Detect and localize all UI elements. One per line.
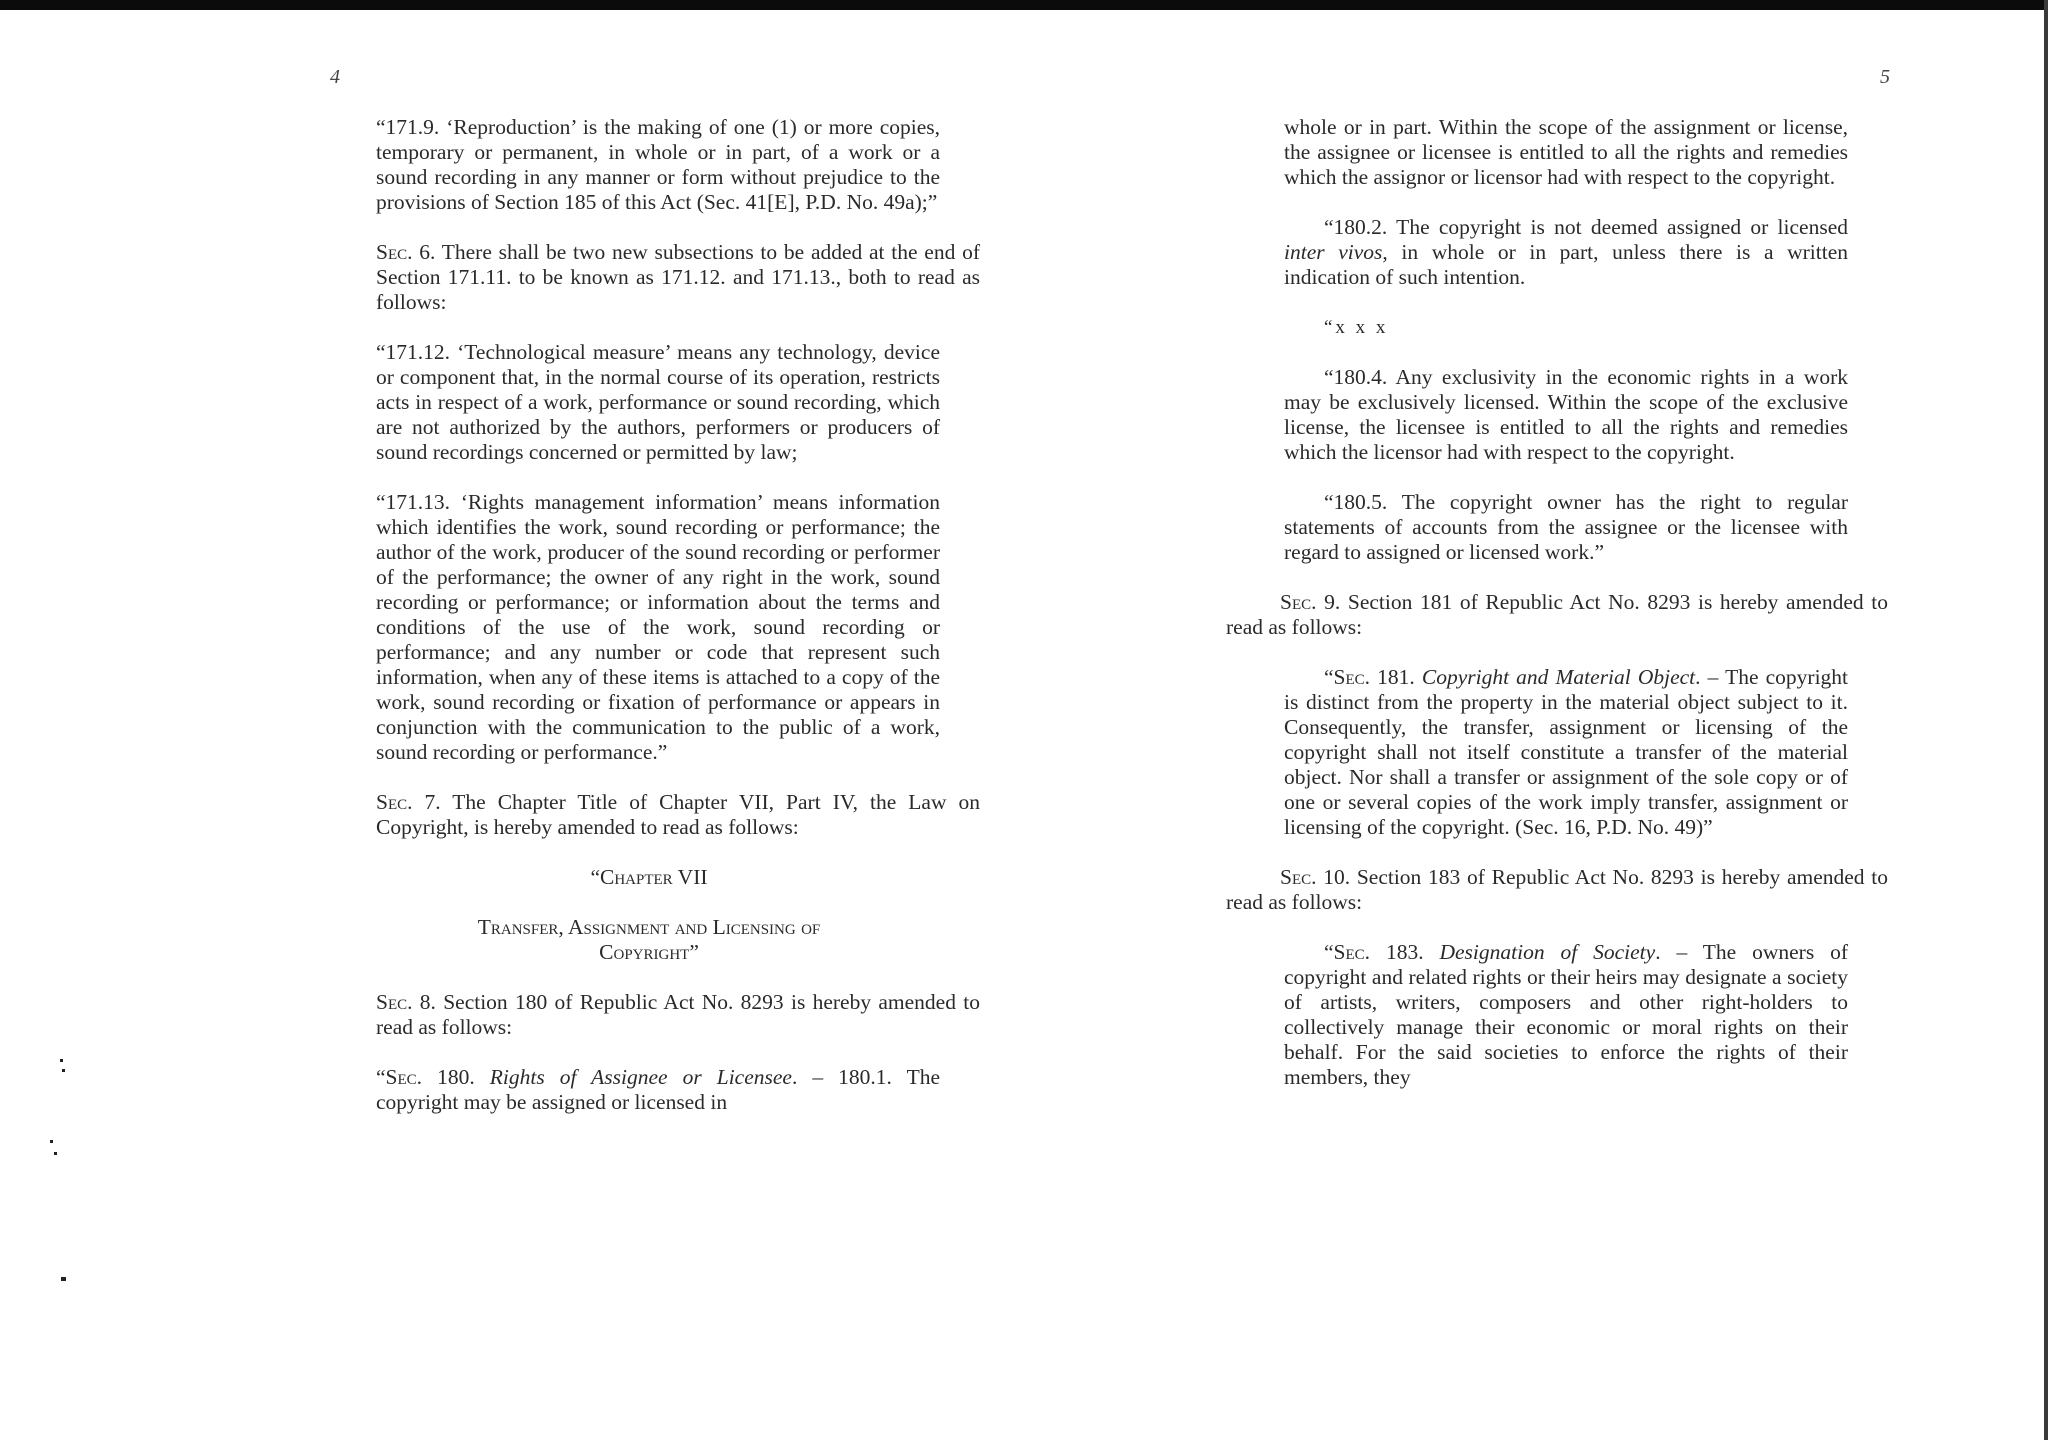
left-page-column (318, 115, 980, 1140)
section-label: Sec. (1333, 665, 1371, 689)
scan-right-border (2044, 0, 2048, 1440)
latin-phrase: inter vivos (1284, 240, 1383, 264)
open-quote: “ (1324, 665, 1334, 689)
chapter-title (318, 915, 980, 965)
section-number: 180. (422, 1065, 490, 1089)
section-180-1-continued (1226, 115, 1888, 190)
paragraph-text: 7. The Chapter Title of Chapter VII, Part IV, the Law on Copyright, is hereby amended to read as follows: (376, 790, 980, 839)
paragraph-text: “171.9. ‘Reproduction’ is the making of one (1) or more copies, temporary or permanent, in whole or in part, of a work or a sound recording in any manner or form without prejudice to the provisions of Section 185 of this Act (Sec. 41[E], P.D. No. 49a);” (376, 115, 940, 214)
section-number: 183. (1370, 940, 1440, 964)
subsection-180-5 (1226, 490, 1888, 565)
section-9-intro (1226, 590, 1888, 640)
section-title: Designation of Society (1439, 940, 1656, 964)
scan-speck (62, 1069, 65, 1072)
section-label: Sec. (376, 990, 413, 1014)
paragraph-text: whole or in part. Within the scope of the assignment or license, the assignee or licensee is entitled to all the rights and remedies which the assignor or licensor had with respect to the copyright. (1284, 115, 1848, 189)
paragraph-text: “171.12. ‘Technological measure’ means any technology, device or component that, in the normal course of its operation, restricts acts in respect of a work, performance or sound recording, which are not authorized by the authors, performers or producers of sound recordings concerned or permitted by law; (376, 340, 940, 464)
paragraph-text: 9. Section 181 of Republic Act No. 8293 is hereby amended to read as follows: (1226, 590, 1888, 639)
section-label: Sec. (385, 1065, 423, 1089)
paragraph-text: , in whole or in part, unless there is a written indication of such intention. (1284, 240, 1848, 289)
paragraph-text: 6. There shall be two new subsections to be added at the end of Section 171.11. to be known as 171.12. and 171.13., both to read as follows: (376, 240, 980, 314)
scan-speck (50, 1140, 53, 1143)
paragraph-text: . – The owners of copyright and related rights or their heirs may designate a society of artists, writers, composers and other right-holders to collectively manage their economic or moral rights on their behalf. For the said societies to enforce the rights of their members, they (1284, 940, 1848, 1089)
section-183 (1226, 940, 1888, 1090)
paragraph-text: “171.13. ‘Rights management information’ means information which identifies the work, sound recording or performance; the author of the work, producer of the sound recording or performer of the performance; the owner of any right in the work, sound recording or performance; or information about the terms and conditions of the use of the work, sound recording or performance; and any number or code that represent such information, when any of these items is attached to a copy of the work, sound recording or fixation of performance or appears in conjunction with the communication to the public of a work, sound recording or performance.” (376, 490, 940, 764)
right-page-column (1226, 115, 1888, 1115)
scan-top-border (0, 0, 2048, 10)
definition-171-12 (318, 340, 980, 465)
scan-speck (61, 1277, 66, 1281)
paragraph-text: 8. Section 180 of Republic Act No. 8293 is hereby amended to read as follows: (376, 990, 980, 1039)
section-label: Sec. (376, 790, 413, 814)
paragraph-text: “180.2. The copyright is not deemed assigned or licensed (1324, 215, 1848, 239)
section-label: Sec. (1280, 865, 1317, 889)
definition-171-13 (318, 490, 980, 765)
paragraph-text: “180.5. The copyright owner has the right to regular statements of accounts from the assignee or the licensee with regard to assigned or licensed work.” (1284, 490, 1848, 564)
section-label: Sec. (1280, 590, 1317, 614)
paragraph-text: . – The copyright is distinct from the property in the material object subject to it. Consequently, the transfer, assignment or licensing of the copyright shall not itself constitute a transfer of the material object. Nor shall a transfer or assignment of the sole copy or of one or several copies of the work imply transfer, assignment or licensing of the copyright. (Sec. 16, P.D. No. 49)” (1284, 665, 1849, 839)
scan-speck (54, 1152, 57, 1155)
section-label: Sec. (376, 240, 413, 264)
right-page-number: 5 (1880, 66, 1890, 88)
paragraph-text: . – 180.1. The copyright may be assigned or licensed in (376, 1065, 941, 1114)
ellipsis-marker: “x x x (1324, 317, 1389, 338)
left-page-number: 4 (330, 66, 340, 88)
paragraph-text: 10. Section 183 of Republic Act No. 8293 is hereby amended to read as follows: (1226, 865, 1888, 914)
section-181 (1226, 665, 1888, 840)
paragraph-text: “180.4. Any exclusivity in the economic rights in a work may be exclusively licensed. Within the scope of the exclusive license, the licensee is entitled to all the rights and remedies which the licensor had with respect to the copyright. (1284, 365, 1848, 464)
definition-171-9 (318, 115, 980, 215)
section-label: Sec. (1333, 940, 1371, 964)
subsection-180-2 (1226, 215, 1888, 290)
section-180-start (318, 1065, 980, 1115)
chapter-title-line: Copyright” (599, 940, 699, 964)
section-6-intro (318, 240, 980, 315)
section-8-intro (318, 990, 980, 1040)
section-number: 181. (1370, 665, 1422, 689)
chapter-title-line: Transfer, Assignment and Licensing of (477, 915, 821, 939)
section-title: Copyright and Material Object (1421, 665, 1696, 689)
section-7-intro (318, 790, 980, 840)
section-title: Rights of Assignee or Licensee (489, 1065, 792, 1089)
scan-speck (60, 1059, 63, 1062)
chapter-heading: “Chapter VII (590, 865, 708, 889)
subsection-180-4 (1226, 365, 1888, 465)
open-quote: “ (1324, 940, 1334, 964)
open-quote: “ (376, 1065, 386, 1089)
section-10-intro (1226, 865, 1888, 915)
